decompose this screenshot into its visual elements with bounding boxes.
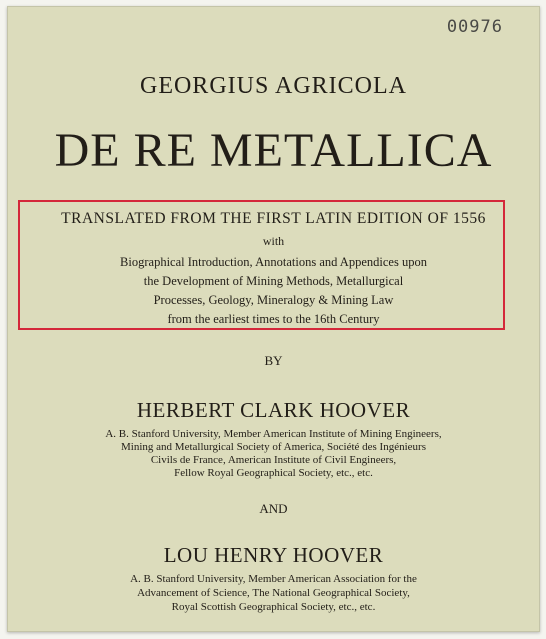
translator-name: HERBERT CLARK HOOVER [136,398,411,422]
catalog-stamp: 00976 [446,17,503,37]
description-line: the Development of Mining Methods, Metallurgical [143,274,404,288]
description-line: from the earliest times to the 16th Century [167,312,380,326]
description-line: Biographical Introduction, Annotations and Appendices upon [120,255,427,269]
translator-credential: A. B. Stanford University, Member American Institute of Mining Engineers, [105,428,442,440]
book-title: DE RE METALLICA [54,124,493,177]
translation-note: TRANSLATED FROM THE FIRST LATIN EDITION OF 1556 [61,210,486,227]
translator-credential: Mining and Metallurgical Society of America, Société des Ingénieurs [121,441,426,453]
translator-name: LOU HENRY HOOVER [163,543,384,567]
and-label: AND [259,501,288,516]
translator-credential: Civils de France, American Institute of Civil Engineers, [150,454,397,466]
author-name: GEORGIUS AGRICOLA [139,73,407,99]
translator-credential: Advancement of Science, The National Geographical Society, [137,587,410,599]
translator-credential: Fellow Royal Geographical Society, etc., etc. [174,467,373,479]
translator-credential: Royal Scottish Geographical Society, etc., etc. [171,601,376,613]
translator-credential: A. B. Stanford University, Member American Association for the [130,573,417,585]
description-line: Processes, Geology, Mineralogy & Mining Law [153,293,394,307]
title-page [7,6,540,632]
by-label: BY [264,353,283,368]
with-label: with [262,234,285,248]
